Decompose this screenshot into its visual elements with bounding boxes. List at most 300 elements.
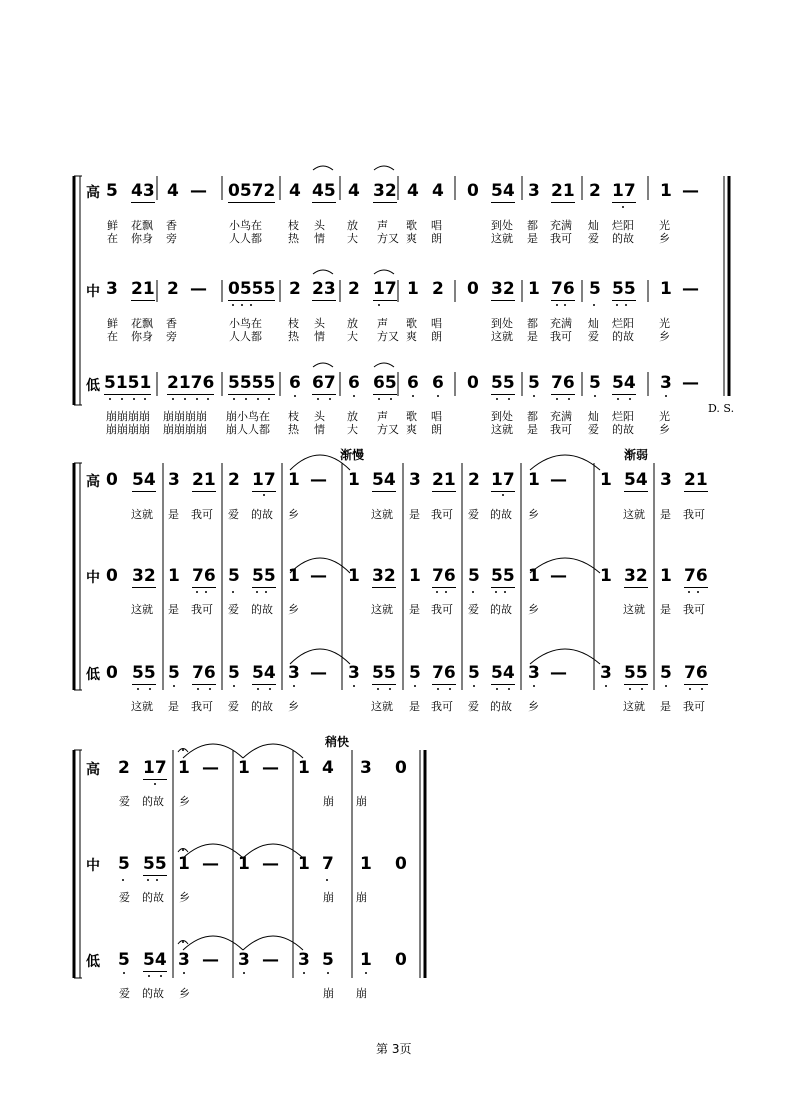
note: 5: [106, 181, 118, 201]
lyric: 情: [314, 423, 325, 436]
note: 1: [298, 854, 310, 874]
note: 0: [106, 566, 118, 586]
note: 55: [132, 663, 156, 683]
lyric: 崩小鸟在: [226, 410, 270, 423]
octave-dot: [701, 688, 703, 690]
note: 2: [167, 279, 179, 299]
lyric: 爽: [406, 232, 417, 245]
lyric: 是: [168, 508, 179, 521]
lyric: 烂阳: [612, 219, 634, 232]
lyric: 这就: [371, 700, 393, 713]
lyric: 爱: [588, 423, 599, 436]
octave-dot: [303, 972, 305, 974]
note: 76: [684, 566, 708, 586]
note: 5: [468, 566, 480, 586]
note: 3: [360, 758, 372, 778]
lyric: 的故: [251, 603, 273, 616]
note: 54: [491, 181, 515, 201]
lyric: 爱: [588, 330, 599, 343]
octave-dot: [123, 972, 125, 974]
octave-dot: [233, 685, 235, 687]
part-label-mid: 中: [86, 284, 100, 300]
lyric: 都: [527, 410, 538, 423]
note: 32: [372, 566, 396, 586]
part-label-mid: 中: [86, 570, 100, 586]
lyric: 到处: [491, 317, 513, 330]
octave-dot: [378, 304, 380, 306]
octave-dot: [197, 688, 199, 690]
lyric: 乡: [288, 603, 299, 616]
octave-dot: [629, 398, 631, 400]
note: 4: [407, 181, 419, 201]
lyric: 我可: [683, 700, 705, 713]
part-label-high: 高: [86, 762, 100, 778]
lyric: 我可: [431, 700, 453, 713]
tempo-mark-faster: 稍快: [325, 735, 350, 749]
lyric: 是: [527, 330, 538, 343]
note: 0572: [228, 181, 276, 201]
lyric: 唱: [431, 410, 442, 423]
note: 76: [432, 566, 456, 586]
note: 3: [178, 950, 190, 970]
note: 3: [660, 373, 672, 393]
note: 32: [373, 181, 397, 201]
note: 76: [551, 373, 575, 393]
note: 1: [360, 854, 372, 874]
octave-dot: [121, 398, 123, 400]
lyric: 到处: [491, 219, 513, 232]
lyric: 爽: [406, 423, 417, 436]
lyric: 崩: [323, 891, 334, 904]
note: 4: [348, 181, 360, 201]
note: 0: [467, 279, 479, 299]
octave-dot: [160, 975, 162, 977]
octave-dot: [436, 591, 438, 593]
system-2-bracket: [74, 463, 82, 690]
lyric: 都: [527, 317, 538, 330]
note: 1: [168, 566, 180, 586]
lyric: 是: [660, 508, 671, 521]
lyric: 方又: [377, 330, 399, 343]
note: 1: [288, 566, 300, 586]
note: 5: [322, 950, 334, 970]
lyric: 我可: [550, 423, 572, 436]
octave-dot: [156, 879, 158, 881]
lyric: 这就: [491, 232, 513, 245]
lyric: 这就: [371, 508, 393, 521]
lyric: 小鸟在: [229, 219, 262, 232]
part-label-low: 低: [86, 378, 100, 394]
note: 0: [467, 181, 479, 201]
lyric: 乡: [528, 700, 539, 713]
note: 7: [322, 854, 334, 874]
note: 5: [118, 854, 130, 874]
lyric: 人人都: [229, 232, 262, 245]
lyric: 这就: [131, 508, 153, 521]
note: 32: [491, 279, 515, 299]
note: 54: [143, 950, 167, 970]
lyric: 崩: [356, 891, 367, 904]
lyric: 声: [377, 219, 388, 232]
lyric: 大: [347, 330, 358, 343]
octave-dot: [154, 783, 156, 785]
octave-dot: [265, 591, 267, 593]
note: 1: [348, 470, 360, 490]
octave-dot: [449, 688, 451, 690]
lyric: 旁: [166, 330, 177, 343]
lyric: 大: [347, 232, 358, 245]
lyric: 我可: [683, 603, 705, 616]
lyric: 的故: [251, 508, 273, 521]
part-label-low: 低: [86, 954, 100, 970]
lyric: 充满: [550, 410, 572, 423]
note: 45: [312, 181, 336, 201]
octave-dot: [556, 398, 558, 400]
octave-dot: [688, 591, 690, 593]
lyric: 枝: [288, 410, 299, 423]
note: 3: [660, 470, 672, 490]
note: 55: [143, 854, 167, 874]
octave-dot: [147, 879, 149, 881]
note: —: [310, 663, 327, 683]
lyric: 香: [166, 317, 177, 330]
note: 4: [322, 758, 334, 778]
note: 54: [624, 470, 648, 490]
note: —: [682, 373, 699, 393]
note: 54: [612, 373, 636, 393]
lyric: 方又: [377, 232, 399, 245]
note: 23: [312, 279, 336, 299]
lyric: 烂阳: [612, 317, 634, 330]
lyric: 乡: [528, 603, 539, 616]
octave-dot: [556, 304, 558, 306]
lyric: 放: [347, 410, 358, 423]
lyric: 爱: [119, 987, 130, 1000]
note: 5: [228, 566, 240, 586]
note: 1: [660, 566, 672, 586]
octave-dot: [257, 398, 259, 400]
note: 76: [192, 663, 216, 683]
note: 6: [348, 373, 360, 393]
lyric: 花飘: [131, 317, 153, 330]
note: —: [202, 950, 219, 970]
octave-dot: [616, 304, 618, 306]
octave-dot: [173, 685, 175, 687]
octave-dot: [327, 972, 329, 974]
octave-dot: [241, 304, 243, 306]
octave-dot: [564, 304, 566, 306]
octave-dot: [263, 494, 265, 496]
octave-dot: [378, 398, 380, 400]
note: 5151: [104, 373, 152, 393]
note: 1: [360, 950, 372, 970]
lyric: 花飘: [131, 219, 153, 232]
lyric: 崩崩崩崩: [106, 410, 150, 423]
note: 4: [432, 181, 444, 201]
lyric: 崩崩崩崩: [163, 423, 207, 436]
note: 3: [288, 663, 300, 683]
lyric: 灿: [588, 410, 599, 423]
octave-dot: [326, 879, 328, 881]
note: 21: [684, 470, 708, 490]
note: 2: [432, 279, 444, 299]
lyric: 爱: [468, 508, 479, 521]
lyric: 你身: [131, 330, 153, 343]
note: 17: [373, 279, 397, 299]
note: —: [682, 279, 699, 299]
lyric: 光: [659, 410, 670, 423]
tempo-mark-softer: 渐弱: [624, 448, 649, 462]
lyric: 歌: [406, 317, 417, 330]
octave-dot: [533, 685, 535, 687]
lyric: 这就: [623, 603, 645, 616]
octave-dot: [533, 395, 535, 397]
note: 5: [468, 663, 480, 683]
note: 2: [118, 758, 130, 778]
note: 1: [348, 566, 360, 586]
note: 5: [228, 663, 240, 683]
note: 76: [432, 663, 456, 683]
lyric: 爱: [119, 795, 130, 808]
lyric: 你身: [131, 232, 153, 245]
note: 55: [372, 663, 396, 683]
lyric: 放: [347, 219, 358, 232]
note: 0: [106, 663, 118, 683]
lyric: 是: [527, 423, 538, 436]
lyric: 爱: [119, 891, 130, 904]
octave-dot: [437, 688, 439, 690]
lyric: 这就: [491, 423, 513, 436]
octave-dot: [593, 304, 595, 306]
lyric: 崩: [323, 987, 334, 1000]
octave-dot: [496, 688, 498, 690]
lyric: 这就: [623, 508, 645, 521]
octave-dot: [329, 398, 331, 400]
lyric: 的故: [612, 423, 634, 436]
note: 5: [589, 279, 601, 299]
lyric: 崩崩崩崩: [163, 410, 207, 423]
octave-dot: [353, 685, 355, 687]
note: 1: [178, 758, 190, 778]
note: 17: [252, 470, 276, 490]
lyric: 到处: [491, 410, 513, 423]
lyric: 热: [288, 232, 299, 245]
note: 0555: [228, 279, 276, 299]
octave-dot: [617, 398, 619, 400]
note: 17: [491, 470, 515, 490]
lyric: 是: [409, 508, 420, 521]
lyric: 灿: [588, 219, 599, 232]
octave-dot: [689, 688, 691, 690]
lyric: 光: [659, 219, 670, 232]
note: 1: [660, 279, 672, 299]
note: 5: [528, 373, 540, 393]
octave-dot: [390, 398, 392, 400]
note: 5: [589, 373, 601, 393]
note: 1: [660, 181, 672, 201]
lyric: 的故: [251, 700, 273, 713]
lyric: 是: [168, 700, 179, 713]
lyric: 是: [527, 232, 538, 245]
lyric: 鲜: [107, 219, 118, 232]
octave-dot: [233, 398, 235, 400]
lyric: 这就: [491, 330, 513, 343]
note: 3: [409, 470, 421, 490]
note: 4: [167, 181, 179, 201]
part-label-mid: 中: [86, 858, 100, 874]
lyric: 光: [659, 317, 670, 330]
lyric: 都: [527, 219, 538, 232]
note: 55: [624, 663, 648, 683]
note: 67: [312, 373, 336, 393]
lyric: 崩: [323, 795, 334, 808]
octave-dot: [508, 688, 510, 690]
note: 1: [528, 470, 540, 490]
lyric: 我可: [431, 603, 453, 616]
lyric: 我可: [550, 330, 572, 343]
octave-dot: [625, 304, 627, 306]
note: 65: [373, 373, 397, 393]
lyric: 烂阳: [612, 410, 634, 423]
octave-dot: [137, 688, 139, 690]
lyric: 是: [409, 603, 420, 616]
note: 1: [409, 566, 421, 586]
note: 76: [192, 566, 216, 586]
note: 1: [528, 279, 540, 299]
lyric: 头: [314, 410, 325, 423]
lyric: 崩崩崩崩: [106, 423, 150, 436]
note: 1: [238, 758, 250, 778]
lyric: 乡: [528, 508, 539, 521]
lyric: 大: [347, 423, 358, 436]
lyric: 充满: [550, 317, 572, 330]
octave-dot: [196, 591, 198, 593]
lyric: 是: [660, 603, 671, 616]
octave-dot: [293, 685, 295, 687]
tempo-mark-slower: 渐慢: [340, 448, 365, 462]
lyric: 热: [288, 423, 299, 436]
note: 3: [348, 663, 360, 683]
lyric: 朗: [431, 330, 442, 343]
octave-dot: [605, 685, 607, 687]
octave-dot: [414, 685, 416, 687]
lyric: 我可: [683, 508, 705, 521]
note: 21: [551, 181, 575, 201]
octave-dot: [183, 972, 185, 974]
system-1-bracket: [74, 176, 82, 405]
octave-dot: [232, 304, 234, 306]
octave-dot: [377, 688, 379, 690]
note: 1: [178, 854, 190, 874]
note: 1: [407, 279, 419, 299]
octave-dot: [256, 591, 258, 593]
lyric: 乡: [288, 508, 299, 521]
octave-dot: [317, 398, 319, 400]
octave-dot: [496, 398, 498, 400]
octave-dot: [629, 688, 631, 690]
note: 55: [612, 279, 636, 299]
lyric: 我可: [191, 603, 213, 616]
lyric: 的故: [490, 508, 512, 521]
lyric: 这就: [371, 603, 393, 616]
octave-dot: [665, 685, 667, 687]
lyric: 的故: [490, 603, 512, 616]
octave-dot: [472, 591, 474, 593]
note: 1: [288, 470, 300, 490]
octave-dot: [412, 395, 414, 397]
system-3-bracket: [74, 750, 82, 978]
note: 54: [132, 470, 156, 490]
lyric: 的故: [142, 987, 164, 1000]
octave-dot: [389, 688, 391, 690]
note: 2: [228, 470, 240, 490]
note: 54: [252, 663, 276, 683]
lyric: 旁: [166, 232, 177, 245]
octave-dot: [196, 398, 198, 400]
octave-dot: [172, 398, 174, 400]
octave-dot: [353, 395, 355, 397]
note: 2176: [167, 373, 215, 393]
lyric: 崩: [356, 795, 367, 808]
note: 32: [624, 566, 648, 586]
octave-dot: [508, 398, 510, 400]
note: 1: [528, 566, 540, 586]
note: 2: [468, 470, 480, 490]
note: 0: [395, 950, 407, 970]
note: 2: [589, 181, 601, 201]
note: 21: [192, 470, 216, 490]
octave-dot: [269, 688, 271, 690]
note: —: [310, 566, 327, 586]
note: 4: [289, 181, 301, 201]
lyric: 的故: [612, 330, 634, 343]
note: 32: [132, 566, 156, 586]
octave-dot: [445, 591, 447, 593]
lyric: 放: [347, 317, 358, 330]
lyric: 的故: [612, 232, 634, 245]
note: 1: [600, 470, 612, 490]
note: 5555: [228, 373, 276, 393]
lyric: 爱: [588, 232, 599, 245]
lyric: 乡: [179, 987, 190, 1000]
lyric: 声: [377, 317, 388, 330]
lyric: 热: [288, 330, 299, 343]
octave-dot: [109, 398, 111, 400]
note: —: [202, 758, 219, 778]
octave-dot: [149, 688, 151, 690]
lyric: 歌: [406, 410, 417, 423]
octave-dot: [502, 494, 504, 496]
octave-dot: [243, 972, 245, 974]
lyric: 情: [314, 330, 325, 343]
octave-dot: [495, 591, 497, 593]
part-label-high: 高: [86, 474, 100, 490]
note: 5: [409, 663, 421, 683]
lyric: 我可: [550, 232, 572, 245]
note: 54: [372, 470, 396, 490]
note: 17: [612, 181, 636, 201]
octave-dot: [133, 398, 135, 400]
lyric: 我可: [191, 508, 213, 521]
octave-dot: [184, 398, 186, 400]
lyric: 是: [660, 700, 671, 713]
dal-segno-mark: D. S.: [708, 402, 735, 415]
lyric: 充满: [550, 219, 572, 232]
note: 76: [551, 279, 575, 299]
note: 55: [491, 566, 515, 586]
lyric: 唱: [431, 317, 442, 330]
lyric: 这就: [623, 700, 645, 713]
